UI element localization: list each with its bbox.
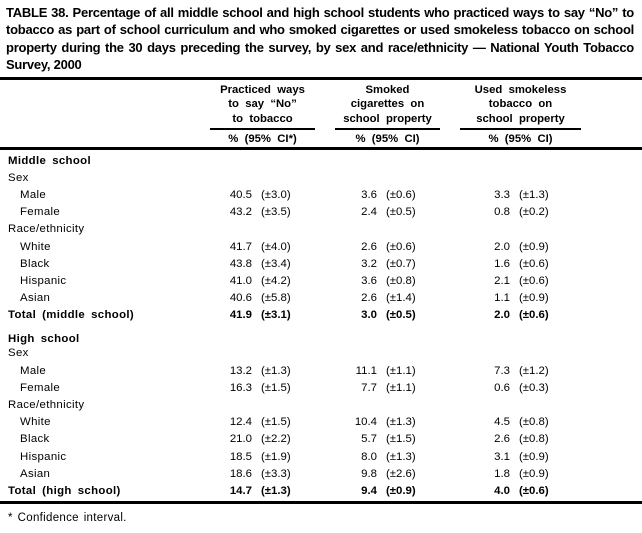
- data-cell: [325, 307, 450, 324]
- confidence-interval-value: (±0.9): [519, 450, 549, 463]
- item-row: [8, 362, 591, 379]
- row-label: Asian: [20, 467, 51, 480]
- confidence-interval-value: (±0.8): [519, 416, 549, 429]
- confidence-interval-value: (±3.5): [261, 206, 291, 219]
- horizontal-rule-header: [0, 147, 642, 150]
- data-cell: [325, 448, 450, 465]
- column-title-line: Practiced ways: [220, 83, 305, 96]
- confidence-interval-value: (±1.1): [386, 381, 416, 394]
- data-cell: [325, 345, 450, 362]
- data-cell: [450, 379, 591, 396]
- confidence-interval-value: (±0.9): [519, 292, 549, 305]
- row-label: Total (high school): [8, 484, 121, 497]
- data-cell: [450, 431, 591, 448]
- value-pair: [325, 485, 450, 497]
- column-title-line: to say “No”: [228, 98, 297, 111]
- row-label-header: [8, 80, 200, 147]
- value-pair: [450, 309, 591, 321]
- percent-value: 1.1: [494, 292, 510, 305]
- value-pair: [200, 485, 325, 497]
- row-label: Asian: [20, 292, 51, 305]
- percent-value: 41.0: [229, 274, 252, 287]
- measure-label: % (95% CI*): [228, 133, 297, 146]
- percent-value: 2.4: [361, 206, 377, 219]
- value-pair: [450, 292, 591, 304]
- item-row: [8, 204, 591, 221]
- data-cell: [450, 324, 591, 345]
- data-cell: [200, 482, 325, 499]
- table-header: [8, 80, 591, 147]
- data-cell: [200, 152, 325, 169]
- column-group-header: [200, 80, 325, 147]
- measure-label: % (95% CI): [488, 133, 553, 146]
- group-row: [8, 169, 591, 186]
- data-cell: [200, 186, 325, 203]
- group-row: [8, 221, 591, 238]
- data-cell: [200, 362, 325, 379]
- percent-value: 3.3: [494, 188, 510, 201]
- row-label: Race/ethnicity: [8, 399, 85, 412]
- percent-value: 8.0: [361, 450, 377, 463]
- percent-value: 1.6: [494, 257, 510, 270]
- value-pair: [325, 275, 450, 287]
- data-cell: [450, 414, 591, 431]
- data-cell: [325, 169, 450, 186]
- percent-value: 9.8: [361, 467, 377, 480]
- percent-value: 3.6: [361, 188, 377, 201]
- value-pair: [450, 485, 591, 497]
- value-pair: [325, 468, 450, 480]
- confidence-interval-value: (±1.4): [386, 292, 416, 305]
- percent-value: 2.0: [494, 309, 510, 322]
- data-cell: [450, 221, 591, 238]
- data-cell: [325, 221, 450, 238]
- value-pair: [200, 258, 325, 270]
- item-row: [8, 255, 591, 272]
- data-cell: [450, 465, 591, 482]
- group-row: [8, 345, 591, 362]
- value-pair: [200, 309, 325, 321]
- column-title-line: school property: [476, 113, 565, 126]
- confidence-interval-value: (±1.3): [386, 416, 416, 429]
- data-cell: [325, 255, 450, 272]
- item-row: [8, 414, 591, 431]
- row-label: Hispanic: [20, 450, 67, 463]
- value-pair: [200, 241, 325, 253]
- data-cell: [200, 431, 325, 448]
- horizontal-rule-bottom: [0, 501, 642, 504]
- row-label: Sex: [8, 171, 29, 184]
- confidence-interval-value: (±0.6): [519, 309, 549, 322]
- confidence-interval-value: (±2.2): [261, 433, 291, 446]
- confidence-interval-value: (±0.6): [519, 274, 549, 287]
- value-pair: [325, 433, 450, 445]
- value-pair: [450, 382, 591, 394]
- percent-value: 41.9: [229, 309, 252, 322]
- percent-value: 7.3: [494, 364, 510, 377]
- item-row: [8, 186, 591, 203]
- row-label: Middle school: [8, 154, 91, 167]
- value-pair: [325, 241, 450, 253]
- value-pair: [450, 416, 591, 428]
- data-cell: [325, 272, 450, 289]
- confidence-interval-value: (±1.9): [261, 450, 291, 463]
- column-group-title: [460, 83, 581, 130]
- percent-value: 2.6: [361, 292, 377, 305]
- column-group-title: [210, 83, 315, 130]
- percent-value: 2.6: [494, 433, 510, 446]
- confidence-interval-value: (±0.6): [386, 240, 416, 253]
- data-cell: [200, 465, 325, 482]
- confidence-interval-value: (±0.2): [519, 206, 549, 219]
- percent-value: 11.1: [355, 364, 377, 377]
- confidence-interval-value: (±0.7): [386, 257, 416, 270]
- percent-value: 40.6: [229, 292, 252, 305]
- row-label: Black: [20, 433, 50, 446]
- percent-value: 21.0: [229, 433, 252, 446]
- column-group-header: [450, 80, 591, 147]
- value-pair: [325, 292, 450, 304]
- confidence-interval-value: (±3.0): [261, 188, 291, 201]
- data-cell: [450, 448, 591, 465]
- value-pair: [450, 275, 591, 287]
- percent-value: 3.0: [361, 309, 377, 322]
- value-pair: [450, 365, 591, 377]
- value-pair: [200, 206, 325, 218]
- data-cell: [450, 152, 591, 169]
- value-pair: [450, 258, 591, 270]
- value-pair: [325, 258, 450, 270]
- row-label: Race/ethnicity: [8, 223, 85, 236]
- confidence-interval-value: (±0.6): [519, 484, 549, 497]
- row-label: Male: [20, 364, 47, 377]
- percent-value: 0.8: [494, 206, 510, 219]
- item-row: [8, 379, 591, 396]
- value-pair: [450, 468, 591, 480]
- data-cell: [325, 204, 450, 221]
- table-footnote: * Confidence interval.: [8, 511, 127, 524]
- data-cell: [325, 362, 450, 379]
- value-pair: [200, 468, 325, 480]
- item-row: [8, 448, 591, 465]
- percent-value: 4.5: [494, 416, 510, 429]
- data-cell: [200, 204, 325, 221]
- confidence-interval-value: (±3.3): [261, 467, 291, 480]
- item-row: [8, 431, 591, 448]
- confidence-interval-value: (±0.6): [519, 257, 549, 270]
- data-table: [8, 152, 591, 500]
- data-cell: [200, 238, 325, 255]
- percent-value: 2.0: [494, 240, 510, 253]
- value-pair: [450, 241, 591, 253]
- value-pair: [200, 382, 325, 394]
- data-cell: [325, 238, 450, 255]
- percent-value: 7.7: [361, 381, 377, 394]
- confidence-interval-value: (±0.8): [386, 274, 416, 287]
- value-pair: [325, 365, 450, 377]
- data-cell: [200, 272, 325, 289]
- data-cell: [200, 307, 325, 324]
- value-pair: [325, 189, 450, 201]
- value-pair: [200, 365, 325, 377]
- confidence-interval-value: (±1.1): [386, 364, 416, 377]
- table-title: TABLE 38. Percentage of all middle school and high school students who practiced ways to say “No” to tobacco as part of school curriculum and who smoked cigarettes or used smokeless tobacco on school property during the 30 days preceding the survey, by sex and race/ethnicity — National Youth Tobacco Survey, 2000: [6, 5, 634, 73]
- value-pair: [450, 433, 591, 445]
- data-cell: [200, 324, 325, 345]
- confidence-interval-value: (±0.6): [386, 188, 416, 201]
- column-group-header: [325, 80, 450, 147]
- confidence-interval-value: (±4.2): [261, 274, 291, 287]
- confidence-interval-value: (±1.3): [261, 484, 291, 497]
- data-cell: [200, 345, 325, 362]
- row-label: Hispanic: [20, 274, 67, 287]
- data-cell: [325, 414, 450, 431]
- confidence-interval-value: (±0.5): [386, 309, 416, 322]
- data-cell: [450, 255, 591, 272]
- percent-value: 10.4: [354, 416, 377, 429]
- header-row: [8, 80, 591, 147]
- confidence-interval-value: (±3.4): [261, 257, 291, 270]
- data-cell: [450, 186, 591, 203]
- data-cell: [450, 345, 591, 362]
- confidence-interval-value: (±2.6): [386, 467, 416, 480]
- data-cell: [200, 414, 325, 431]
- row-label: High school: [8, 332, 80, 345]
- data-cell: [450, 307, 591, 324]
- percent-value: 18.5: [229, 450, 252, 463]
- data-cell: [200, 169, 325, 186]
- column-group-title: [335, 83, 440, 130]
- value-pair: [325, 382, 450, 394]
- confidence-interval-value: (±0.9): [519, 467, 549, 480]
- item-row: [8, 465, 591, 482]
- percent-value: 3.2: [361, 257, 377, 270]
- row-label: Male: [20, 188, 47, 201]
- value-pair: [325, 309, 450, 321]
- measure-label: % (95% CI): [355, 133, 420, 146]
- confidence-interval-value: (±0.8): [519, 433, 549, 446]
- value-pair: [200, 189, 325, 201]
- item-row: [8, 272, 591, 289]
- value-pair: [200, 451, 325, 463]
- total-row: [8, 307, 591, 324]
- value-pair: [200, 416, 325, 428]
- data-cell: [450, 290, 591, 307]
- value-pair: [200, 275, 325, 287]
- column-title-line: cigarettes on: [350, 98, 425, 111]
- section-row: [8, 152, 591, 169]
- data-cell: [200, 221, 325, 238]
- value-pair: [200, 433, 325, 445]
- confidence-interval-value: (±0.3): [519, 381, 549, 394]
- row-label: Black: [20, 257, 50, 270]
- group-row: [8, 396, 591, 413]
- value-pair: [200, 292, 325, 304]
- percent-value: 16.3: [229, 381, 252, 394]
- percent-value: 41.7: [229, 240, 252, 253]
- value-pair: [325, 416, 450, 428]
- data-cell: [450, 362, 591, 379]
- row-label: Total (middle school): [8, 309, 135, 322]
- percent-value: 43.2: [229, 206, 252, 219]
- percent-value: 40.5: [229, 188, 252, 201]
- data-cell: [325, 482, 450, 499]
- percent-value: 14.7: [229, 484, 252, 497]
- value-pair: [450, 189, 591, 201]
- item-row: [8, 238, 591, 255]
- data-cell: [450, 169, 591, 186]
- row-label: Sex: [8, 347, 29, 360]
- percent-value: 2.1: [494, 274, 510, 287]
- data-cell: [200, 379, 325, 396]
- percent-value: 12.4: [229, 416, 252, 429]
- value-pair: [325, 206, 450, 218]
- table-body: [8, 152, 591, 500]
- data-cell: [450, 204, 591, 221]
- data-cell: [325, 431, 450, 448]
- percent-value: 2.6: [361, 240, 377, 253]
- data-cell: [450, 238, 591, 255]
- data-cell: [200, 255, 325, 272]
- column-title-line: Smoked: [365, 83, 410, 96]
- data-cell: [200, 448, 325, 465]
- percent-value: 5.7: [361, 433, 377, 446]
- confidence-interval-value: (±1.3): [386, 450, 416, 463]
- percent-value: 9.4: [361, 484, 377, 497]
- item-row: [8, 290, 591, 307]
- confidence-interval-value: (±1.3): [519, 188, 549, 201]
- column-title-line: to tobacco: [232, 113, 293, 126]
- row-label: Female: [20, 206, 61, 219]
- percent-value: 18.6: [229, 467, 252, 480]
- row-label: White: [20, 416, 51, 429]
- confidence-interval-value: (±1.2): [519, 364, 549, 377]
- value-pair: [325, 451, 450, 463]
- value-pair: [450, 451, 591, 463]
- confidence-interval-value: (±0.5): [386, 206, 416, 219]
- confidence-interval-value: (±1.5): [261, 416, 291, 429]
- confidence-interval-value: (±0.9): [519, 240, 549, 253]
- data-cell: [325, 152, 450, 169]
- total-row: [8, 482, 591, 499]
- data-cell: [200, 396, 325, 413]
- column-title-line: tobacco on: [488, 98, 553, 111]
- data-cell: [325, 290, 450, 307]
- percent-value: 43.8: [229, 257, 252, 270]
- section-row: [8, 324, 591, 345]
- data-cell: [325, 324, 450, 345]
- percent-value: 3.1: [494, 450, 510, 463]
- data-cell: [325, 465, 450, 482]
- column-title-line: Used smokeless: [474, 83, 567, 96]
- percent-value: 0.6: [494, 381, 510, 394]
- data-cell: [325, 379, 450, 396]
- row-label: Female: [20, 381, 61, 394]
- data-cell: [450, 396, 591, 413]
- percent-value: 13.2: [229, 364, 252, 377]
- data-cell: [450, 482, 591, 499]
- data-cell: [325, 396, 450, 413]
- value-pair: [450, 206, 591, 218]
- confidence-interval-value: (±0.9): [386, 484, 416, 497]
- data-cell: [325, 186, 450, 203]
- confidence-interval-value: (±4.0): [261, 240, 291, 253]
- confidence-interval-value: (±3.1): [261, 309, 291, 322]
- data-cell: [200, 290, 325, 307]
- percent-value: 4.0: [494, 484, 510, 497]
- confidence-interval-value: (±1.5): [386, 433, 416, 446]
- confidence-interval-value: (±5.8): [261, 292, 291, 305]
- percent-value: 3.6: [361, 274, 377, 287]
- percent-value: 1.8: [494, 467, 510, 480]
- confidence-interval-value: (±1.3): [261, 364, 291, 377]
- row-label: White: [20, 240, 51, 253]
- column-title-line: school property: [343, 113, 432, 126]
- data-cell: [450, 272, 591, 289]
- confidence-interval-value: (±1.5): [261, 381, 291, 394]
